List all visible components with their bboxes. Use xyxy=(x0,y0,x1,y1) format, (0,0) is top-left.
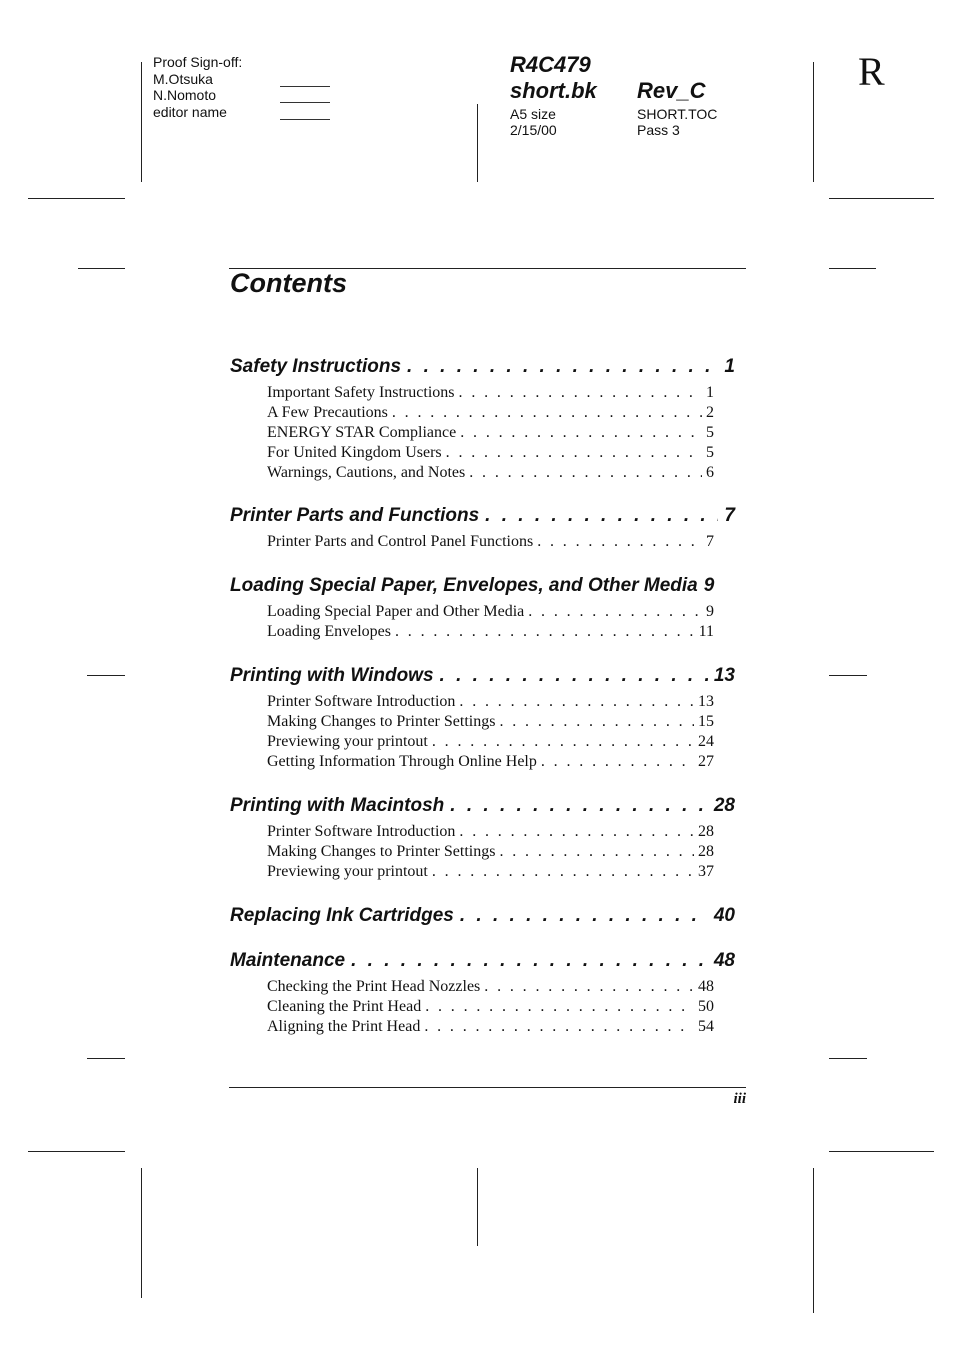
toc-chapter xyxy=(230,795,735,905)
paper-size: A5 size xyxy=(510,106,556,122)
document-code: R4C479 xyxy=(510,52,591,77)
dot-leader xyxy=(541,753,694,771)
chapter-entry[interactable] xyxy=(230,575,735,603)
crop-mark xyxy=(28,1151,125,1152)
dot-leader xyxy=(424,1018,694,1036)
crop-mark xyxy=(813,62,814,182)
section-entry[interactable] xyxy=(267,823,714,843)
section-title: Making Changes to Printer Settings xyxy=(267,843,496,860)
dot-leader xyxy=(460,905,708,927)
section-entry[interactable] xyxy=(267,998,714,1018)
section-page: 13 xyxy=(698,693,714,710)
dot-leader xyxy=(450,795,708,817)
section-title: Printer Software Introduction xyxy=(267,693,456,710)
toc-chapter xyxy=(230,905,735,950)
section-title: Important Safety Instructions xyxy=(267,384,455,401)
section-page: 24 xyxy=(698,733,714,750)
section-page: 1 xyxy=(706,384,714,401)
section-list xyxy=(230,533,714,553)
section-page: 5 xyxy=(706,444,714,461)
section-title: Loading Special Paper and Other Media xyxy=(267,603,525,620)
toc-file: SHORT.TOC xyxy=(637,106,718,122)
dot-leader xyxy=(432,733,694,751)
proof-title: Proof Sign-off: xyxy=(153,54,243,70)
section-title: Making Changes to Printer Settings xyxy=(267,713,496,730)
chapter-page: 28 xyxy=(713,795,735,816)
toc-chapter xyxy=(230,356,735,505)
dot-leader xyxy=(485,505,718,527)
section-title: For United Kingdom Users xyxy=(267,444,442,461)
chapter-page: 7 xyxy=(724,505,735,526)
section-page: 15 xyxy=(698,713,714,730)
chapter-entry[interactable] xyxy=(230,905,735,933)
section-list xyxy=(230,978,714,1038)
toc-chapter xyxy=(230,665,735,795)
signature-line xyxy=(280,102,330,103)
toc-chapter xyxy=(230,575,735,665)
page-title: Contents xyxy=(230,268,347,298)
toc-chapter xyxy=(230,950,735,1038)
section-entry[interactable] xyxy=(267,384,714,404)
dot-leader xyxy=(432,863,694,881)
section-entry[interactable] xyxy=(267,753,714,773)
chapter-title: Replacing Ink Cartridges xyxy=(230,905,454,926)
section-title: Printer Software Introduction xyxy=(267,823,456,840)
section-title: Cleaning the Print Head xyxy=(267,998,422,1015)
crop-mark xyxy=(829,1058,867,1059)
chapter-entry[interactable] xyxy=(230,950,735,978)
section-title: Getting Information Through Online Help xyxy=(267,753,537,770)
crop-mark xyxy=(829,198,934,199)
dot-leader xyxy=(459,693,694,711)
section-title: Aligning the Print Head xyxy=(267,1018,421,1035)
section-entry[interactable] xyxy=(267,404,714,424)
crop-mark xyxy=(87,1058,125,1059)
chapter-page: 48 xyxy=(713,950,735,971)
section-entry[interactable] xyxy=(267,424,714,444)
section-page: 5 xyxy=(706,424,714,441)
dot-leader xyxy=(425,998,694,1016)
section-list xyxy=(230,823,714,883)
section-page: 50 xyxy=(698,998,714,1015)
corner-mark: R xyxy=(858,49,885,94)
chapter-title: Maintenance xyxy=(230,950,346,971)
chapter-title: Printing with Macintosh xyxy=(230,795,445,816)
proof-signoff xyxy=(153,54,242,120)
section-entry[interactable] xyxy=(267,693,714,713)
chapter-entry[interactable] xyxy=(230,505,735,533)
dot-leader xyxy=(499,843,694,861)
chapter-title: Printing with Windows xyxy=(230,665,434,686)
pass: Pass 3 xyxy=(637,122,680,138)
signer: M.Otsuka xyxy=(153,70,213,87)
table-of-contents xyxy=(230,356,735,1038)
section-entry[interactable] xyxy=(267,444,714,464)
section-entry[interactable] xyxy=(267,978,714,998)
dot-leader xyxy=(528,603,702,621)
chapter-page: 13 xyxy=(713,665,735,686)
section-entry[interactable] xyxy=(267,603,714,623)
section-title: ENERGY STAR Compliance xyxy=(267,424,457,441)
section-entry[interactable] xyxy=(267,843,714,863)
section-title: Warnings, Cautions, and Notes xyxy=(267,464,466,481)
section-page: 6 xyxy=(706,464,714,481)
section-list xyxy=(230,693,714,773)
dot-leader xyxy=(440,665,708,687)
revision: Rev_C xyxy=(637,78,706,103)
section-page: 48 xyxy=(698,978,714,995)
dot-leader xyxy=(392,404,702,422)
crop-mark xyxy=(829,675,867,676)
section-page: 27 xyxy=(698,753,714,770)
section-title: Printer Parts and Control Panel Functions xyxy=(267,533,534,550)
section-entry[interactable] xyxy=(267,464,714,484)
chapter-entry[interactable] xyxy=(230,356,735,384)
chapter-title: Loading Special Paper, Envelopes, and Other Media xyxy=(230,575,698,596)
section-entry[interactable] xyxy=(267,863,714,883)
crop-mark xyxy=(477,104,478,182)
section-page: 2 xyxy=(706,404,714,421)
dot-leader xyxy=(459,384,702,402)
chapter-page: 9 xyxy=(703,575,715,596)
crop-mark xyxy=(28,198,125,199)
section-entry[interactable] xyxy=(267,1018,714,1038)
signer: editor name xyxy=(153,103,227,120)
book-file: short.bk xyxy=(510,78,597,103)
section-entry[interactable] xyxy=(267,623,714,643)
section-list xyxy=(230,384,714,484)
chapter-page: 40 xyxy=(713,905,735,926)
crop-mark xyxy=(78,268,125,269)
section-page: 7 xyxy=(706,533,714,550)
date: 2/15/00 xyxy=(510,122,557,138)
dot-leader xyxy=(537,533,702,551)
dot-leader xyxy=(459,823,694,841)
section-entry[interactable] xyxy=(267,733,714,753)
section-title: Previewing your printout xyxy=(267,733,428,750)
crop-mark xyxy=(829,268,876,269)
section-page: 11 xyxy=(698,623,714,640)
chapter-entry[interactable] xyxy=(230,795,735,823)
section-page: 9 xyxy=(706,603,714,620)
dot-leader xyxy=(395,623,695,641)
crop-mark xyxy=(141,1168,142,1298)
crop-mark xyxy=(813,1168,814,1313)
crop-mark xyxy=(141,62,142,182)
footer-rule xyxy=(229,1087,746,1088)
section-title: Previewing your printout xyxy=(267,863,428,880)
chapter-title: Safety Instructions xyxy=(230,356,402,377)
crop-mark xyxy=(477,1168,478,1246)
page-number: iii xyxy=(733,1091,746,1107)
section-page: 37 xyxy=(698,863,714,880)
section-title: Checking the Print Head Nozzles xyxy=(267,978,481,995)
section-page: 28 xyxy=(698,843,714,860)
dot-leader xyxy=(484,978,694,996)
signature-line xyxy=(280,86,330,87)
dot-leader xyxy=(469,464,702,482)
section-entry[interactable] xyxy=(267,713,714,733)
chapter-title: Printer Parts and Functions xyxy=(230,505,480,526)
crop-mark xyxy=(829,1151,934,1152)
signature-line xyxy=(280,119,330,120)
section-entry[interactable] xyxy=(267,533,714,553)
section-title: Loading Envelopes xyxy=(267,623,391,640)
section-title: A Few Precautions xyxy=(267,404,388,421)
section-page: 54 xyxy=(698,1018,714,1035)
section-list xyxy=(230,603,714,643)
dot-leader xyxy=(407,356,718,378)
crop-mark xyxy=(87,675,125,676)
dot-leader xyxy=(499,713,694,731)
signer: N.Nomoto xyxy=(153,87,217,103)
toc-chapter xyxy=(230,505,735,575)
dot-leader xyxy=(351,950,708,972)
section-page: 28 xyxy=(698,823,714,840)
chapter-page: 1 xyxy=(724,356,735,377)
dot-leader xyxy=(446,444,702,462)
dot-leader xyxy=(460,424,702,442)
chapter-entry[interactable] xyxy=(230,665,735,693)
